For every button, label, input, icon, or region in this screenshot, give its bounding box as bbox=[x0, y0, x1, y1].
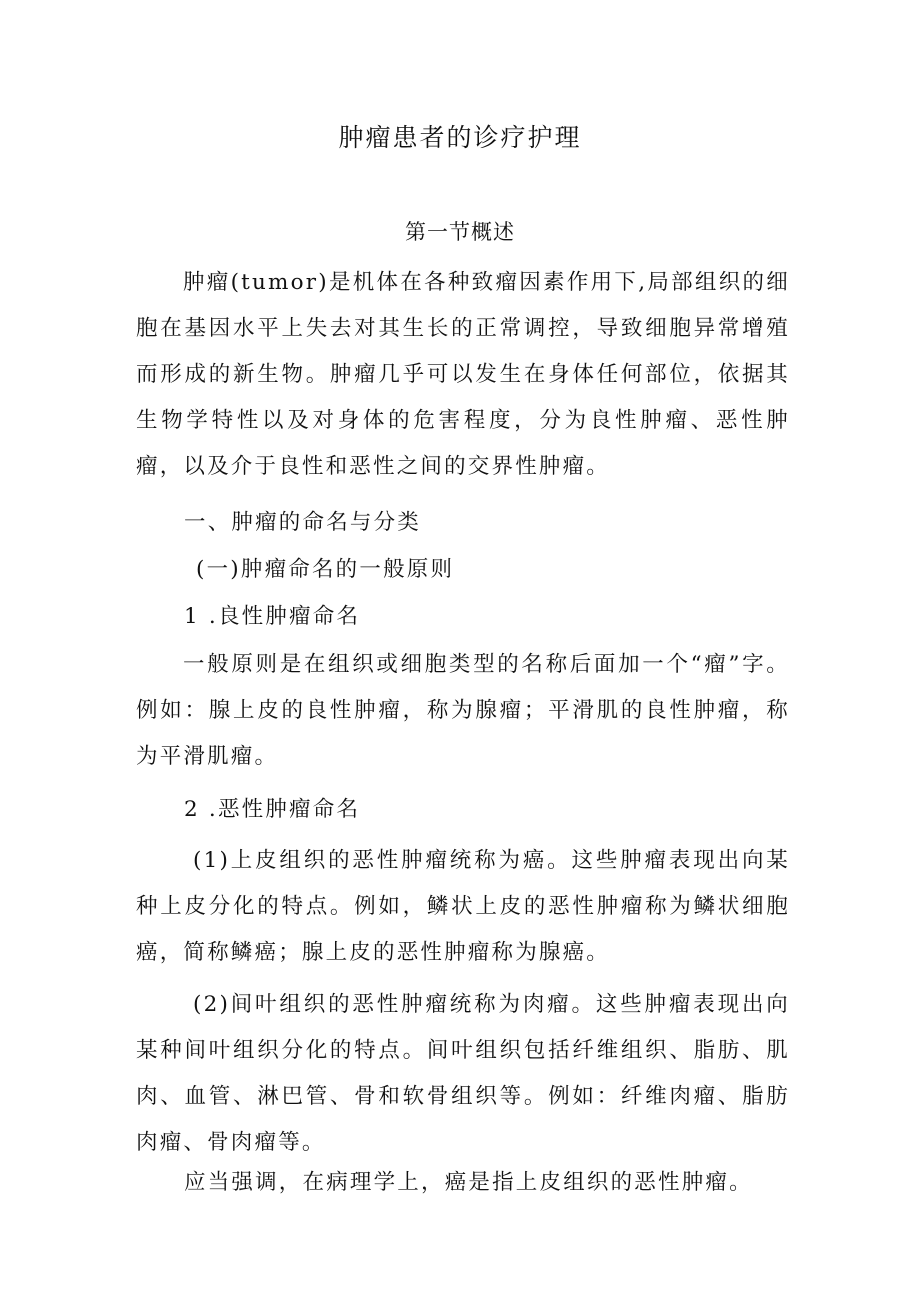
malignant-paragraph-carcinoma: (1)上皮组织的恶性肿瘤统称为癌。这些肿瘤表现出向某种上皮分化的特点。例如，鳞状上皮的恶性肿瘤称为鳞状细胞癌，简称鳞癌；腺上皮的恶性肿瘤称为腺癌。 bbox=[136, 848, 790, 965]
heading-naming-classification: 一、肿瘤的命名与分类 bbox=[184, 510, 422, 535]
heading-malignant-naming: 2 .恶性肿瘤命名 bbox=[184, 797, 361, 822]
document-title: 肿瘤患者的诊疗护理 bbox=[338, 123, 582, 152]
malignant-paragraph-sarcoma: (2)间叶组织的恶性肿瘤统称为肉瘤。这些肿瘤表现出向某种间叶组织分化的特点。间叶组织包括纤维组织、脂肪、肌肉、血管、淋巴管、骨和软骨组织等。例如：纤维肉瘤、脂肪肉瘤、骨肉瘤等。 bbox=[136, 992, 790, 1155]
emphasis-line: 应当强调，在病理学上，癌是指上皮组织的恶性肿瘤。 bbox=[184, 1170, 753, 1195]
heading-benign-naming: 1 .良性肿瘤命名 bbox=[184, 604, 361, 629]
benign-paragraph: 一般原则是在组织或细胞类型的名称后面加一个“瘤”字。例如：腺上皮的良性肿瘤，称为腺瘤；平滑肌的良性肿瘤，称为平滑肌瘤。 bbox=[136, 652, 790, 769]
section-heading: 第一节概述 bbox=[405, 220, 515, 244]
intro-paragraph: 肿瘤(tumor)是机体在各种致瘤因素作用下,局部组织的细胞在基因水平上失去对其生长的正常调控，导致细胞异常增殖而形成的新生物。肿瘤几乎可以发生在身体任何部位，依据其生物学特性以及对身体的危害程度，分为良性肿瘤、恶性肿瘤，以及介于良性和恶性之间的交界性肿瘤。 bbox=[136, 270, 790, 479]
heading-general-principles: (一)肿瘤命名的一般原则 bbox=[196, 557, 455, 582]
